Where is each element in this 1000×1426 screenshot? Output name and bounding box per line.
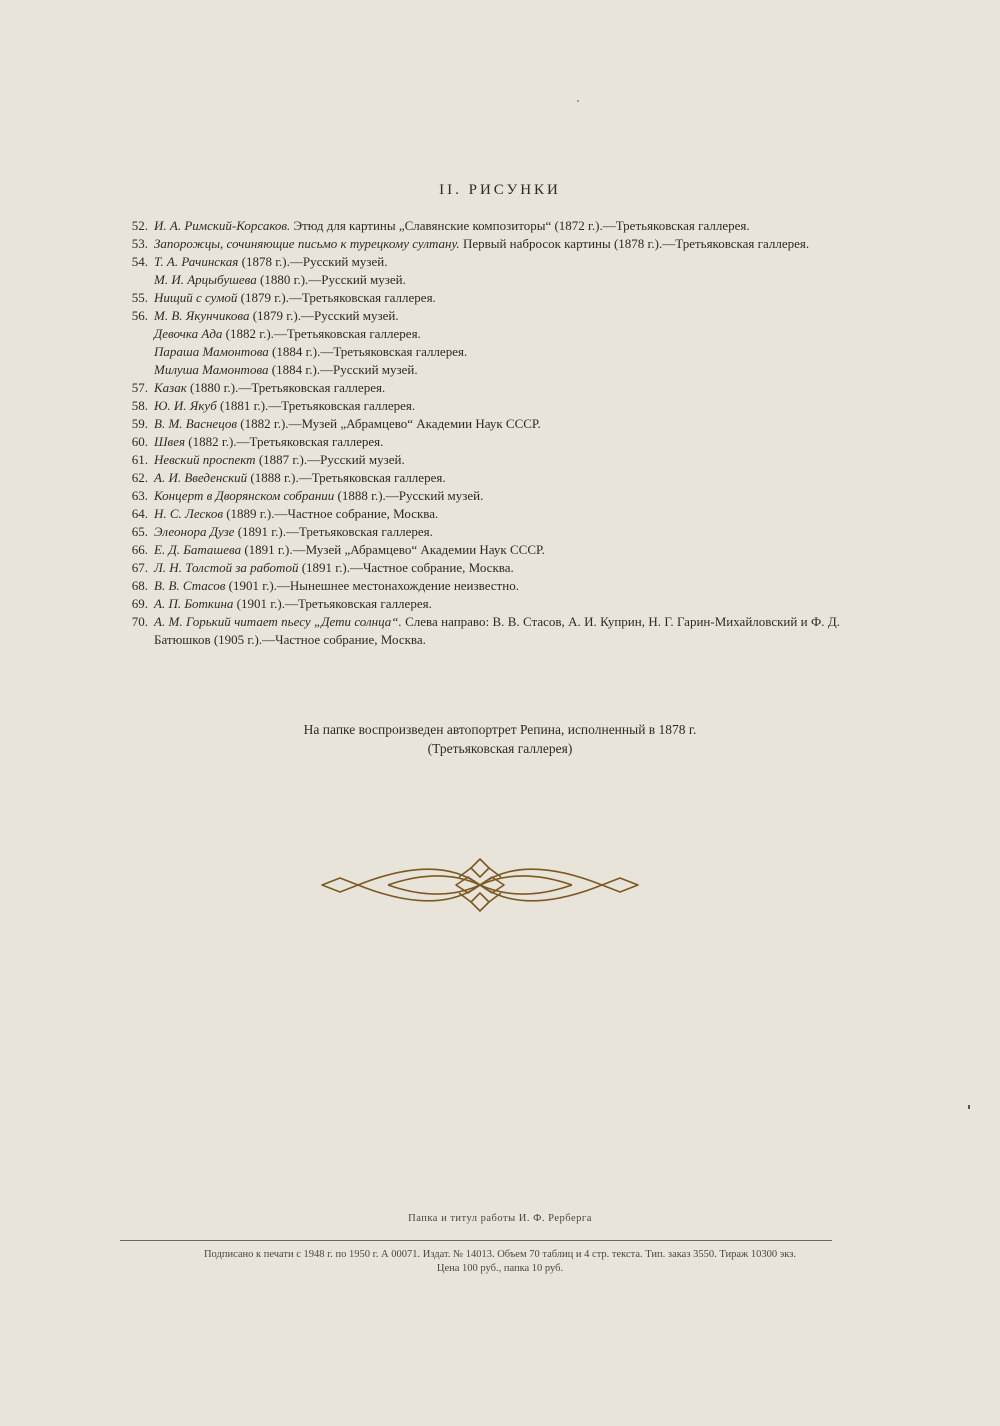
cover-note-line: На папке воспроизведен автопортрет Репина, исполненный в 1878 г. [303,722,697,737]
paper-speck [577,100,579,102]
item-details: (1879 г.).—Русский музей. [249,308,399,323]
design-credit: Папка и титул работы И. Ф. Рерберга [408,1213,592,1224]
item-title: Казак [154,380,187,395]
item-number: 69. [131,596,148,611]
imprint [0,1248,1000,1276]
item-details: (1882 г.).—Третьяковская галлерея. [222,326,421,341]
list-item [120,595,840,613]
item-text [154,361,840,379]
item-details: (1891 г.).—Частное собрание, Москва. [298,560,514,575]
item-details: (1889 г.).—Частное собрание, Москва. [222,506,439,521]
section-heading: II. РИСУНКИ [439,182,561,198]
cover-note-line: (Третьяковская галлерея) [427,741,573,756]
list-item [120,271,840,289]
item-title: А. М. Горький читает пьесу „Дети солнца“. [154,614,402,629]
list-item [120,613,840,649]
list-item [120,469,840,487]
item-number: 52. [131,218,148,233]
list-item [120,433,840,451]
item-text [154,289,840,307]
item-title: Т. А. Рачинская [154,254,239,269]
imprint-line: Подписано к печати с 1948 г. по 1950 г. А 00071. Издат. № 14013. Объем 70 таблиц и 4 стр. текста. Тип. заказ 3550. Тираж 10300 экз. [203,1249,797,1260]
list-item [120,523,840,541]
item-number: 53. [131,236,148,251]
item-text [154,523,840,541]
item-details: (1880 г.).—Русский музей. [256,272,406,287]
item-text [154,541,840,559]
item-title: В. М. Васнецов [154,416,238,431]
cover-note [0,720,1000,758]
item-number: 62. [131,470,148,485]
item-details: (1884 г.).—Русский музей. [268,362,418,377]
item-number [120,325,154,343]
item-title: М. В. Якунчикова [154,308,250,323]
item-title: Н. С. Лесков [154,506,223,521]
item-text [154,505,840,523]
item-details: Слева направо: В. В. Стасов, А. И. Куприн, Н. Г. Гарин-Михайловский и Ф. Д. Батюшков (1905 г.).—Частное собрание, Москва. [154,614,841,647]
item-text [154,595,840,613]
paper-speck [968,1105,970,1109]
item-details: (1878 г.).—Русский музей. [238,254,388,269]
item-title: Милуша Мамонтова [154,362,269,377]
list-item [120,343,840,361]
item-title: Концерт в Дворянском собрании [154,488,335,503]
item-text [154,487,840,505]
item-details: (1888 г.).—Третьяковская галлерея. [247,470,446,485]
item-number [120,361,154,379]
item-details: Этюд для картины „Славянские композиторы“ (1872 г.).—Третьяковская галлерея. [290,218,750,233]
item-number: 54. [131,254,148,269]
item-title: Элеонора Дузе [154,524,235,539]
item-details: (1891 г.).—Музей „Абрамцево“ Академии Наук СССР. [241,542,545,557]
item-number: 68. [131,578,148,593]
item-number: 57. [131,380,148,395]
item-text [154,451,840,469]
item-text [154,325,840,343]
item-number: 70. [131,614,148,629]
item-text [154,253,840,271]
list-item [120,289,840,307]
item-title: Швея [154,434,186,449]
item-title: Е. Д. Баташева [154,542,242,557]
item-title: Запорожцы, сочиняющие письмо к турецкому султану. [154,236,460,251]
item-number: 67. [131,560,148,575]
item-text [154,577,840,595]
list-item [120,415,840,433]
item-details: (1891 г.).—Третьяковская галлерея. [234,524,433,539]
item-details: (1887 г.).—Русский музей. [255,452,405,467]
item-details: (1879 г.).—Третьяковская галлерея. [237,290,436,305]
item-text [154,469,840,487]
list-item [120,325,840,343]
item-details: (1882 г.).—Музей „Абрамцево“ Академии Наук СССР. [237,416,541,431]
item-title: М. И. Арцыбушева [154,272,257,287]
item-text [154,343,840,361]
item-number: 59. [131,416,148,431]
item-details: (1880 г.).—Третьяковская галлерея. [186,380,386,395]
item-details: (1901 г.).—Нынешнее местонахождение неизвестно. [225,578,519,593]
item-number: 63. [131,488,148,503]
list-item [120,487,840,505]
item-details: (1901 г.).—Третьяковская галлерея. [233,596,432,611]
list-item [120,235,840,253]
item-title: Ю. И. Якуб [154,398,217,413]
item-text [154,397,840,415]
item-text [154,613,840,649]
item-text [154,307,840,325]
list-item [120,253,840,271]
item-text [154,235,840,253]
item-title: Нищий с сумой [154,290,238,305]
item-number: 65. [131,524,148,539]
list-item [120,559,840,577]
list-item [120,451,840,469]
item-title: А. И. Введенский [154,470,248,485]
item-number [120,271,154,289]
item-text [154,217,840,235]
decorative-flourish-icon [318,855,642,915]
list-item [120,397,840,415]
list-item [120,541,840,559]
divider [120,1240,832,1241]
list-item [120,217,840,235]
item-number: 60. [131,434,148,449]
item-number: 66. [131,542,148,557]
item-text [154,415,840,433]
item-text [154,433,840,451]
list-item [120,505,840,523]
item-details: (1882 г.).—Третьяковская галлерея. [185,434,384,449]
list-item [120,379,840,397]
item-title: Л. Н. Толстой за работой [154,560,299,575]
item-details: (1884 г.).—Третьяковская галлерея. [268,344,468,359]
list-item [120,361,840,379]
item-title: А. П. Боткина [154,596,234,611]
item-text [154,559,840,577]
item-title: В. В. Стасов [154,578,226,593]
item-details: (1888 г.).—Русский музей. [334,488,484,503]
item-text [154,379,840,397]
item-number: 55. [131,290,148,305]
item-number: 64. [131,506,148,521]
list-item [120,577,840,595]
item-title: Девочка Ада [154,326,223,341]
item-details: (1881 г.).—Третьяковская галлерея. [216,398,416,413]
item-number: 58. [131,398,148,413]
item-title: И. А. Римский-Корсаков. [154,218,291,233]
item-number: 56. [131,308,148,323]
item-text [154,271,840,289]
list-item [120,307,840,325]
item-details: Первый набросок картины (1878 г.).—Третьяковская галлерея. [459,236,810,251]
illustration-list [120,217,840,649]
item-title: Невский проспект [154,452,256,467]
item-number [120,343,154,361]
imprint-line: Цена 100 руб., папка 10 руб. [436,1263,564,1274]
item-number: 61. [131,452,148,467]
item-title: Параша Мамонтова [154,344,269,359]
